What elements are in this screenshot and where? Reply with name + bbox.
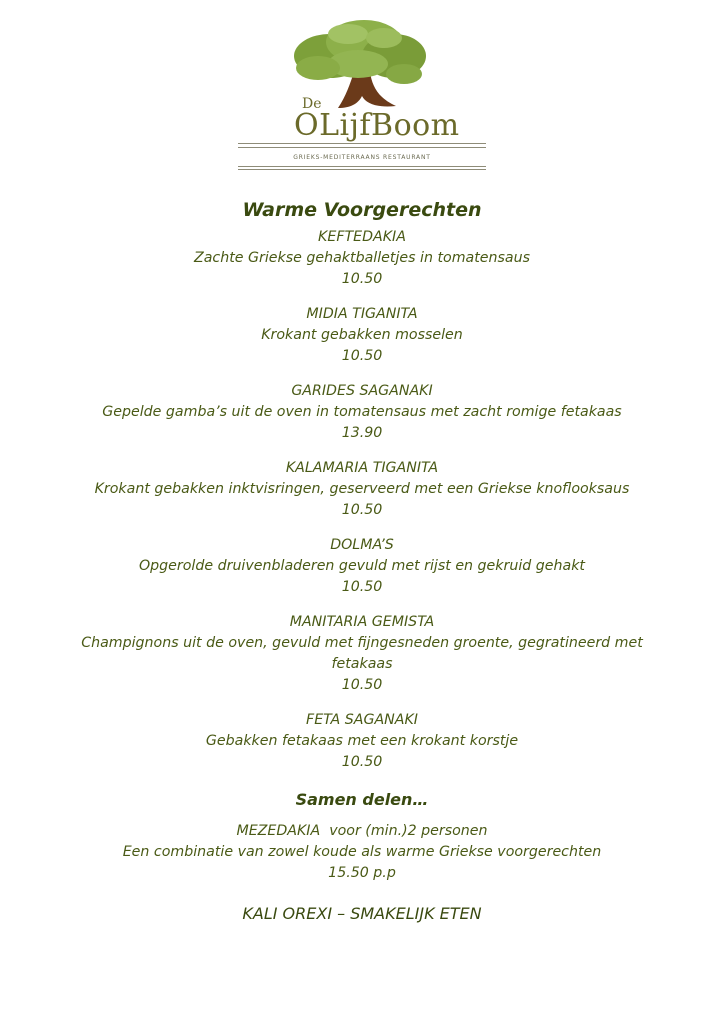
dish-price: 10.50 [341,677,383,693]
dish-description: Opgerolde druivenbladeren gevuld met rijst en gekruid gehakt [139,558,585,574]
dish-price: 13.90 [341,425,383,441]
dish-name: MEZEDAKIA voor (min.)2 personen [236,823,488,839]
menu-item [0,458,724,521]
restaurant-logo [238,16,486,176]
dish-name: MANITARIA GEMISTA [289,614,435,630]
dish-name: KEFTEDAKIA [318,229,406,245]
dish-description: Zachte Griekse gehaktballetjes in tomatensaus [194,250,530,266]
dish-price: 15.50 p.p [328,865,396,881]
closing-text: KALI OREXI – SMAKELIJK ETEN [242,904,482,923]
share-section-title: Samen delen… [295,790,429,809]
dish-description: Een combinatie van zowel koude als warme Griekse voorgerechten [122,844,602,860]
logo-divider-top [238,143,486,144]
logo-de-text: De [302,96,322,112]
dish-price: 10.50 [341,754,383,770]
logo-tagline: GRIEKS-MEDITERRAANS RESTAURANT [293,154,431,161]
menu-content [0,193,724,926]
logo-divider-top-2 [238,147,486,148]
menu-item [0,227,724,290]
dish-name: DOLMA’S [330,537,394,553]
dish-description: Gebakken fetakaas met een krokant korstje [205,733,519,749]
dish-description: Gepelde gamba’s uit de oven in tomatensaus met zacht romige fetakaas [102,404,622,420]
dish-description: Champignons uit de oven, gevuld met fijngesneden groente, gegratineerd met fetakaas [81,635,643,672]
dish-name: GARIDES SAGANAKI [291,383,433,399]
logo-divider-bottom [238,166,486,167]
dish-price: 10.50 [341,348,383,364]
logo-divider-bottom-2 [238,169,486,170]
olive-tree-icon [238,16,486,176]
dish-description: Krokant gebakken inktvisringen, geserveerd met een Griekse knoflooksaus [94,481,630,497]
dish-name: KALAMARIA TIGANITA [285,460,439,476]
dish-name: MIDIA TIGANITA [306,306,418,322]
menu-item [0,612,724,696]
menu-item [0,381,724,444]
share-menu-item [0,821,724,884]
logo-name-text: OLijfBoom [294,108,460,143]
dish-price: 10.50 [341,579,383,595]
menu-item [0,710,724,773]
menu-item [0,535,724,598]
menu-item [0,304,724,367]
section-title: Warme Voorgerechten [242,199,482,221]
dish-price: 10.50 [341,271,383,287]
dish-description: Krokant gebakken mosselen [261,327,463,343]
dish-price: 10.50 [341,502,383,518]
dish-name: FETA SAGANAKI [306,712,418,728]
